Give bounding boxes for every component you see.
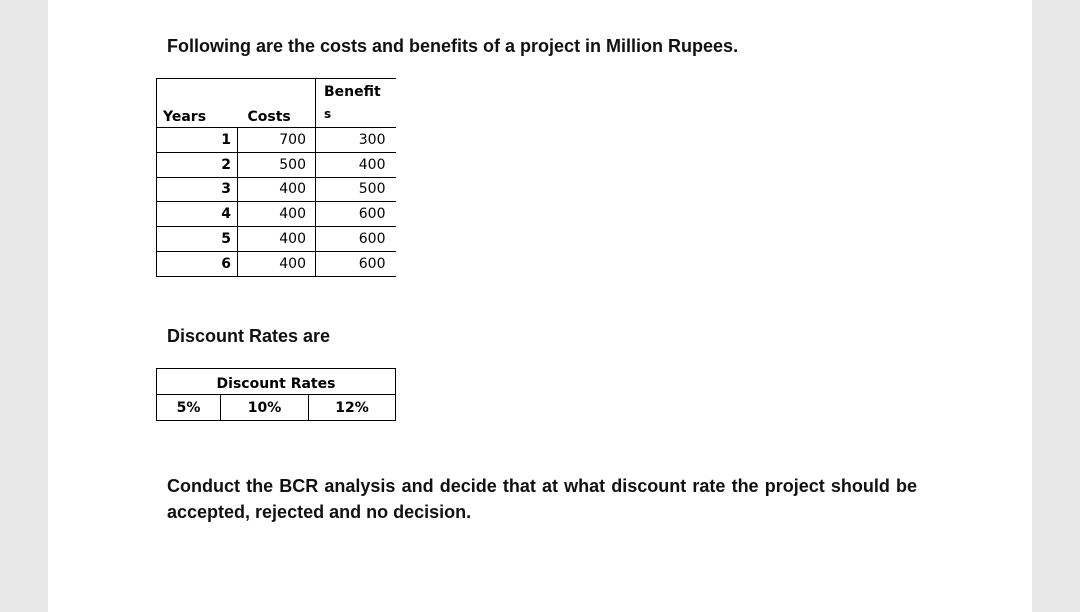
header-years: Years: [157, 79, 238, 128]
rate-cell: 10%: [221, 395, 309, 421]
discount-rates-title: Discount Rates: [157, 369, 396, 395]
header-benefits-line2: s: [324, 107, 332, 121]
table-row: [157, 251, 396, 276]
table-row: [157, 227, 396, 252]
discount-rates-table: [156, 368, 396, 421]
cost-cell: 400: [238, 251, 316, 276]
rate-cell: 5%: [157, 395, 221, 421]
cost-cell: 400: [238, 202, 316, 227]
cost-cell: 400: [238, 177, 316, 202]
benefit-cell: 300: [316, 128, 396, 153]
discount-rates-row: [157, 395, 396, 421]
year-cell: 4: [157, 202, 238, 227]
header-benefits: [316, 79, 396, 128]
year-cell: 2: [157, 152, 238, 177]
cost-cell: 500: [238, 152, 316, 177]
year-cell: 3: [157, 177, 238, 202]
header-benefits-line1: Benefit: [324, 84, 381, 100]
table-header-row: [157, 79, 396, 128]
cost-benefit-table: [156, 78, 396, 277]
table-row: [157, 202, 396, 227]
header-costs: Costs: [238, 79, 316, 128]
question-text: Conduct the BCR analysis and decide that at what discount rate the project should be accepted, rejected and no decision.: [167, 476, 917, 522]
discount-title-row: [157, 369, 396, 395]
rate-cell: 12%: [309, 395, 396, 421]
table-row: [157, 177, 396, 202]
year-cell: 1: [157, 128, 238, 153]
benefit-cell: 600: [316, 227, 396, 252]
year-cell: 5: [157, 227, 238, 252]
year-cell: 6: [157, 251, 238, 276]
table-row: [157, 128, 396, 153]
table-row: [157, 152, 396, 177]
document-page: [48, 0, 1032, 612]
benefit-cell: 600: [316, 251, 396, 276]
cost-cell: 700: [238, 128, 316, 153]
benefit-cell: 500: [316, 177, 396, 202]
discount-heading: Discount Rates are: [167, 326, 331, 346]
page-heading: Following are the costs and benefits of a project in Million Rupees.: [167, 36, 739, 56]
benefit-cell: 400: [316, 152, 396, 177]
benefit-cell: 600: [316, 202, 396, 227]
cost-cell: 400: [238, 227, 316, 252]
